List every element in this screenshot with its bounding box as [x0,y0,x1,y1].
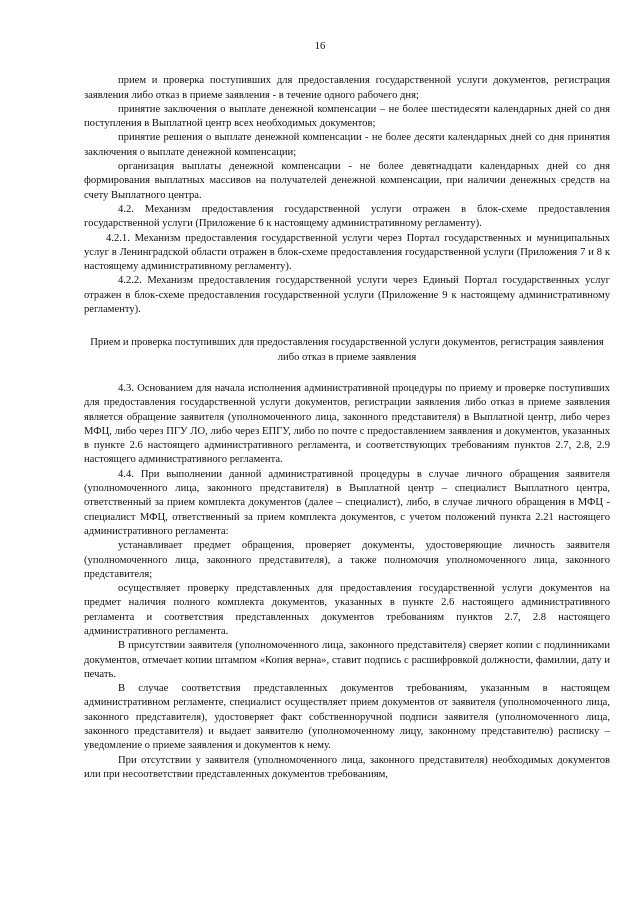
paragraph: В присутствии заявителя (уполномоченного лица, законного представителя) сверяет копии с подлинниками документов, отмечает копии штампом «Копия верна», ставит подпись с расшифровкой должности, фамилии, дату и печать. [84,640,610,680]
paragraph: осуществляет проверку представленных для предоставления государственной услуги документов на предмет наличия полного комплекта документов, указанных в пункте 2.6 настоящего административного регламента и соответствия представленных документов требованиям пунктов 2.7, 2.8 настоящего административного регламента. [84,583,610,637]
section-deadlines [84,74,610,317]
paragraph: 4.3. Основанием для начала исполнения административной процедуры по приему и проверке поступивших для предоставления государственной услуги документов, регистрации заявления либо отказ в приеме заявления является обращение заявителя (уполномоченного лица, законного представителя) в Выплатной центр, либо через МФЦ, либо через ПГУ ЛО, либо через ЕПГУ, либо по почте с предоставлением заявления и документов, указанных в пункте 2.6 настоящего административного регламента, и соответствующих требованиям пунктов 2.7, 2.8, 2.9 настоящего административного регламента. [84,382,610,466]
paragraph: принятие заключения о выплате денежной компенсации – не более шестидесяти календарных дней со дня поступления в Выплатной центр всех необходимых документов; [84,103,610,130]
section-heading: Прием и проверка поступивших для предоставления государственной услуги документов, регистрация заявления либо отказ в приеме заявления [90,337,604,363]
paragraph: 4.2.1. Механизм предоставления государственной услуги через Портал государственных и муниципальных услуг в Ленинградской области отражен в блок-схеме предоставления государственной услуги (Приложения 7 и 8 к настоящему административному регламенту). [84,232,610,273]
paragraph: организация выплаты денежной компенсации - не более девятнадцати календарных дней со дня формирования выплатных массивов на получателей денежной компенсации, при наличии денежных средств на счету Выплатного центра. [84,161,610,201]
paragraph: 4.4. При выполнении данной административной процедуры в случае личного обращения заявителя (уполномоченного лица, законного представителя) в Выплатной центр – специалист Выплатного центра, ответственный за прием комплекта документов (далее – специалист), либо, в случае личного обращения в МФЦ - специалист МФЦ, ответственный за прием комплекта документов, с учетом положений пункта 2.21 настоящего административного регламента: [84,468,610,537]
paragraph: 4.2. Механизм предоставления государственной услуги отражен в блок-схеме предоставления государственной услуги (Приложение 6 к настоящему административному регламенту). [84,203,610,230]
paragraph: В случае соответствия представленных документов требованиям, указанным в настоящем административном регламенте, специалист осуществляет прием документов от заявителя (уполномоченного лица, законного представителя), удостоверяет факт собственноручной подписи заявителя (уполномоченного лица, законного представителя) и выдает заявителю (уполномоченному лицу, законному представителю) расписку – уведомление о приеме заявления и документов к нему. [84,683,610,752]
section-procedure [84,382,610,782]
paragraph: 4.2.2. Механизм предоставления государственной услуги через Единый Портал государственных услуг отражен в блок-схеме предоставления государственной услуги (Приложение 9 к настоящему административному регламенту). [84,275,610,316]
paragraph: принятие решения о выплате денежной компенсации - не более десяти календарных дней со дня принятия заключения о выплате денежной компенсации; [84,132,610,158]
paragraph: При отсутствии у заявителя (уполномоченного лица, законного представителя) необходимых документов или при несоответствии представленных документов требованиям, [84,754,610,780]
paragraph: прием и проверка поступивших для предоставления государственной услуги документов, регистрация заявления либо отказ в приеме заявления - в течение одного рабочего дня; [84,75,610,101]
page-number: 16 [314,41,326,52]
paragraph: устанавливает предмет обращения, проверяет документы, удостоверяющие личность заявителя (уполномоченного лица, законного представителя), а также полномочия уполномоченного лица, законного представителя; [84,540,610,580]
